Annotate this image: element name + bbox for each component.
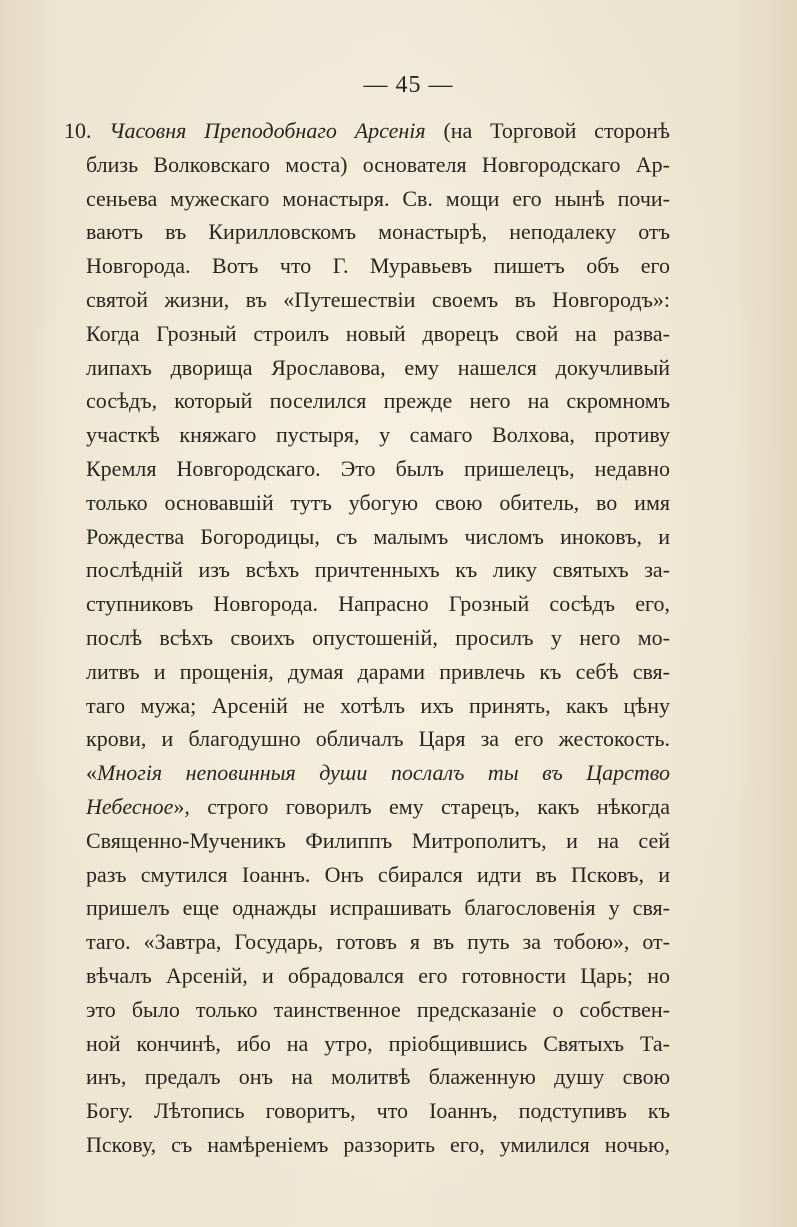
text-line bbox=[64, 215, 670, 249]
text-run: », строго говорилъ ему старецъ, какъ нѣкогда bbox=[173, 793, 670, 819]
text-line bbox=[64, 249, 670, 283]
text-run: сеньева мужескаго монастыря. Св. мощи его нынѣ почи- bbox=[86, 185, 670, 211]
text-line bbox=[64, 283, 670, 317]
text-line bbox=[64, 520, 670, 554]
text-line bbox=[64, 959, 670, 993]
text-run: Кремля Новгородскаго. Это былъ пришелецъ, недавно bbox=[86, 455, 670, 481]
text-run: ступниковъ Новгорода. Напрасно Грозный сосѣдъ его, bbox=[86, 591, 670, 617]
text-run: Священно-Мученикъ Филиппъ Митрополитъ, и на сей bbox=[86, 827, 670, 853]
text-line bbox=[64, 756, 670, 790]
text-run: сосѣдъ, который поселился прежде него на скромномъ bbox=[86, 388, 670, 414]
text-line bbox=[64, 993, 670, 1027]
text-line bbox=[64, 790, 670, 824]
text-line bbox=[64, 182, 670, 216]
text-line bbox=[64, 621, 670, 655]
text-run: Когда Грозный строилъ новый дворецъ свой на разва- bbox=[86, 320, 670, 346]
text-line bbox=[64, 722, 670, 756]
text-run: липахъ дворища Ярославова, ему нашелся докучливый bbox=[86, 354, 670, 380]
text-line bbox=[64, 925, 670, 959]
text-line bbox=[64, 486, 670, 520]
text-run: близь Волковскаго моста) основателя Новгородскаго Ар- bbox=[86, 151, 670, 177]
text-line bbox=[64, 148, 670, 182]
text-line bbox=[64, 655, 670, 689]
text-line bbox=[64, 114, 670, 148]
text-run: таго мужа; Арсеній не хотѣлъ ихъ принять, какъ цѣну bbox=[86, 692, 670, 718]
text-run: святой жизни, въ «Путешествіи своемъ въ Новгородъ»: bbox=[86, 286, 670, 312]
page-number: — 45 — bbox=[363, 72, 454, 98]
text-run: только основавшій тутъ убогую свою обитель, во имя bbox=[86, 489, 670, 515]
text-line bbox=[64, 587, 670, 621]
text-run: вѣчалъ Арсеній, и обрадовался его готовности Царь; но bbox=[86, 962, 670, 988]
text-run: послѣ всѣхъ своихъ опустошеній, просилъ у него мо- bbox=[86, 624, 670, 650]
text-line bbox=[64, 452, 670, 486]
text-run: литвъ и прощенія, думая дарами привлечь къ себѣ свя- bbox=[86, 658, 670, 684]
text-run: разъ смутился Іоаннъ. Онъ сбирался идти въ Псковъ, и bbox=[86, 861, 670, 887]
text-run: участкѣ княжаго пустыря, у самаго Волхова, противу bbox=[86, 422, 670, 448]
text-run: ной кончинѣ, ибо на утро, пріобщившись Святыхъ Та- bbox=[86, 1030, 670, 1056]
text-run: (на Торговой сторонѣ bbox=[425, 118, 670, 143]
text-run: Новгорода. Вотъ что Г. Муравьевъ пишетъ объ его bbox=[86, 253, 670, 279]
text-run: ваютъ въ Кирилловскомъ монастырѣ, неподалеку отъ bbox=[86, 219, 670, 245]
text-line bbox=[64, 418, 670, 452]
text-line bbox=[64, 891, 670, 925]
body-text bbox=[64, 114, 670, 1162]
italic-run: Многія неповинныя души послалъ ты въ Царство bbox=[97, 760, 670, 786]
text-line bbox=[64, 1027, 670, 1061]
text-line bbox=[64, 351, 670, 385]
italic-run: Небесное bbox=[86, 793, 174, 819]
text-run: инъ, предалъ онъ на молитвѣ блаженную душу свою bbox=[86, 1064, 670, 1090]
text-run: крови, и благодушно обличалъ Царя за его жестокость. bbox=[86, 726, 670, 752]
text-run: послѣдній изъ всѣхъ причтенныхъ къ лику святыхъ за- bbox=[86, 557, 670, 583]
text-line bbox=[64, 553, 670, 587]
text-line bbox=[64, 824, 670, 858]
italic-run: Часовня Преподобнаго Арсенія bbox=[109, 118, 426, 143]
text-run: Рождества Богородицы, съ малымъ числомъ иноковъ, и bbox=[86, 523, 670, 549]
text-run: Богу. Лѣтопись говоритъ, что Іоаннъ, подступивъ къ bbox=[86, 1098, 670, 1124]
text-run: Пскову, съ намѣреніемъ раззорить его, умилился ночью, bbox=[86, 1131, 670, 1157]
text-run: пришелъ еще однажды испрашивать благословенія у свя- bbox=[86, 895, 670, 921]
text-line bbox=[64, 689, 670, 723]
text-run: « bbox=[86, 760, 97, 786]
text-run: это было только таинственное предсказаніе о собствен- bbox=[86, 996, 670, 1022]
text-line bbox=[64, 1094, 670, 1128]
text-line bbox=[64, 858, 670, 892]
text-line bbox=[64, 1128, 670, 1162]
text-line bbox=[64, 384, 670, 418]
text-line bbox=[64, 1060, 670, 1094]
text-run: таго. «Завтра, Государь, готовъ я въ путь за тобою», от- bbox=[86, 929, 670, 955]
text-run: 10. bbox=[64, 118, 110, 143]
text-line bbox=[64, 317, 670, 351]
